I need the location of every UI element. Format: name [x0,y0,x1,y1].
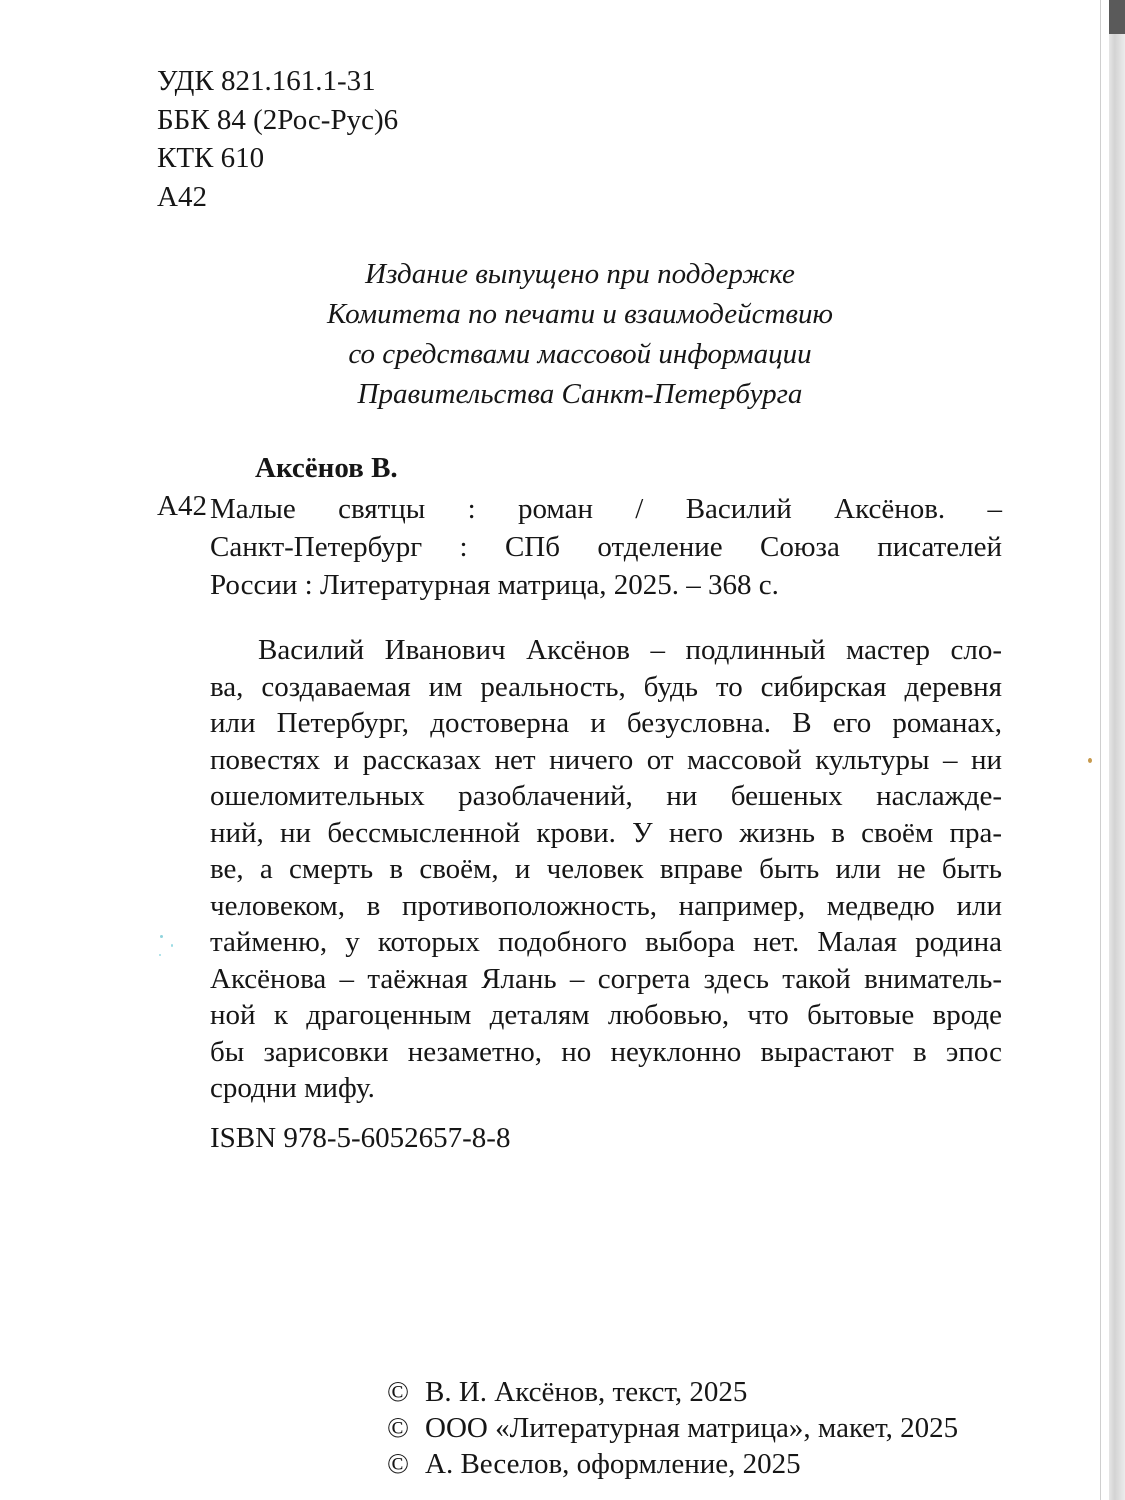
bibliographic-line: России : Литературная матрица, 2025. – 368 с. [210,569,779,601]
annotation-line: повестях и рассказах нет ничего от массовой культуры – ни [210,743,1002,776]
bibliographic-author-mark: А42 [157,490,207,522]
copyright-icon: © [387,1376,410,1408]
page-edge-strip [1109,0,1125,1500]
annotation-line: сродни мифу. [210,1072,375,1104]
bbk-code: ББК 84 (2Рос-Рус)6 [157,103,399,136]
annotation [210,632,1002,1107]
classification-block [157,62,398,216]
copyright-line [387,1374,958,1410]
scan-speck [160,935,163,938]
ktk-code: КТК 610 [157,142,265,174]
isbn: ISBN 978-5-6052657-8-8 [210,1122,511,1154]
copyright-block [387,1374,958,1482]
author-heading: Аксёнов В. [255,452,398,484]
author-mark: А42 [157,180,207,213]
annotation-line: ошеломительных разоблачений, ни бешеных наслажде- [210,780,1002,812]
scan-speck [171,944,173,947]
copyright-icon: © [387,1412,410,1444]
bibliographic-line: Малые святцы : роман / Василий Аксёнов. – [210,493,1002,525]
support-line: Комитета по печати и взаимодействию [327,298,833,330]
bibliographic-description [210,490,1002,604]
scan-speck [159,954,161,956]
copyright-text: А. Веселов, оформление, 2025 [425,1448,801,1480]
copyright-icon: © [387,1448,410,1480]
annotation-line: ной к драгоценным деталям любовью, что бытовые вроде [210,999,1002,1031]
scan-speck [1088,758,1092,763]
annotation-line: или Петербург, достоверна и безусловна. В его романах, [210,707,1002,739]
annotation-line: ва, создаваемая им реальность, будь то сибирская деревня [210,670,1002,703]
annotation-line: ве, а смерть в своём, и человек вправе быть или не быть [210,853,1002,885]
udk-code: УДК 821.161.1-31 [157,65,376,97]
copyright-line [387,1410,958,1446]
annotation-line: Аксёнова – таёжная Ялань – согрета здесь такой вниматель- [210,962,1002,995]
annotation-line: Василий Иванович Аксёнов – подлинный мастер сло- [258,634,1002,666]
copyright-line [387,1446,958,1482]
support-line: Издание выпущено при поддержке [365,258,795,290]
support-note [230,254,930,414]
annotation-line: бы зарисовки незаметно, но неуклонно вырастают в эпос [210,1035,1002,1068]
annotation-line: человеком, в противоположность, например, медведю или [210,889,1002,922]
page-edge-shadow [1109,0,1125,34]
annotation-line: ний, ни бессмысленной крови. У него жизнь в своём пра- [210,816,1002,849]
copyright-text: В. И. Аксёнов, текст, 2025 [425,1376,748,1408]
copyright-text: ООО «Литературная матрица», макет, 2025 [425,1412,959,1444]
annotation-line: тайменю, у которых подобного выбора нет. Малая родина [210,926,1002,958]
bibliographic-line: Санкт-Петербург : СПб отделение Союза писателей [210,531,1002,563]
page-edge-line [1100,0,1101,1500]
support-line: Правительства Санкт-Петербурга [357,378,803,410]
support-line: со средствами массовой информации [348,338,812,370]
